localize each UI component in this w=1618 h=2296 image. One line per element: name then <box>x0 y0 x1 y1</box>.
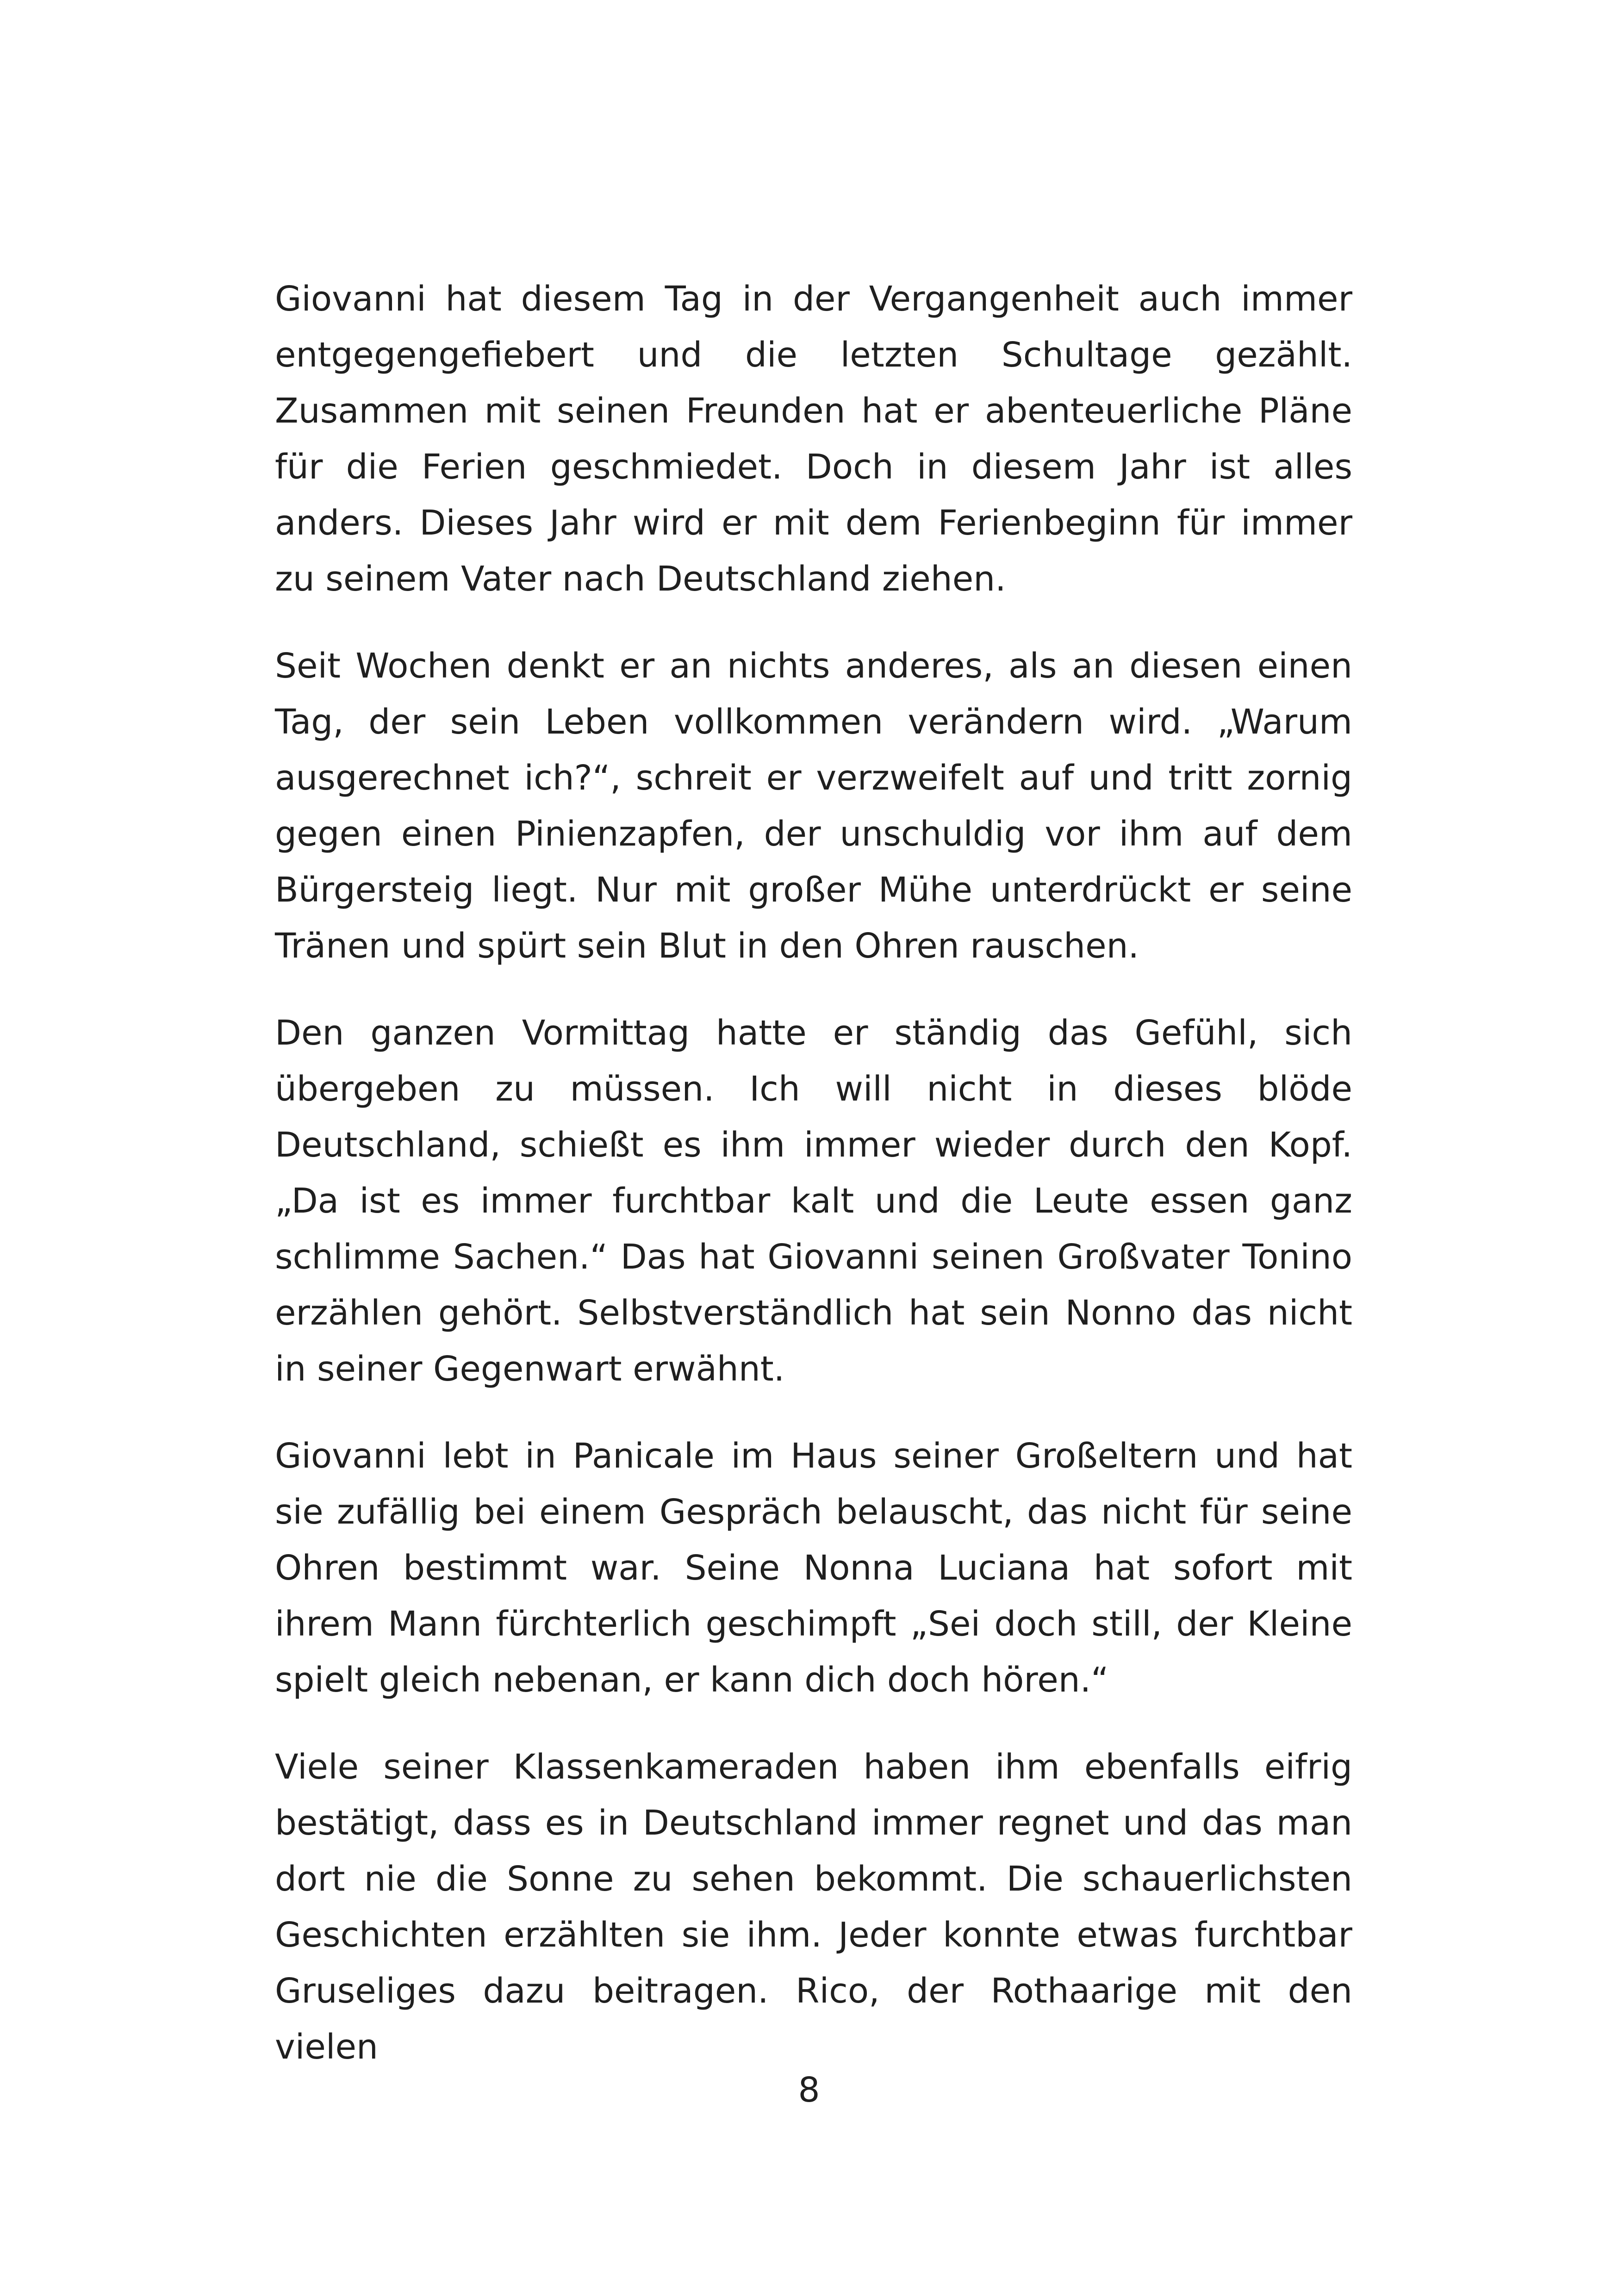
page-number: 8 <box>798 2070 820 2110</box>
paragraph-1: Giovanni hat diesem Tag in der Vergangenheit auch immer entgegengefiebert und die letzten Schultage gezählt. Zusammen mit seinen Freunden hat er abenteuerliche Pläne für die Ferien geschmiedet. Doch in diesem Jahr ist alles anders. Dieses Jahr wird er mit dem Ferienbeginn für immer zu seinem Vater nach Deutschland ziehen. <box>275 279 1352 599</box>
paragraph-5: Viele seiner Klassenkameraden haben ihm ebenfalls eifrig bestätigt, dass es in Deutschland immer regnet und das man dort nie die Sonne zu sehen bekommt. Die schauerlichsten Geschichten erzählten sie ihm. Jeder konnte etwas furchtbar Gruseliges dazu beitragen. Rico, der Rothaarige mit den vielen <box>275 1747 1352 2067</box>
paragraph-2: Seit Wochen denkt er an nichts anderes, als an diesen einen Tag, der sein Leben vollkommen verändern wird. „Warum ausgerechnet ich?“, schreit er verzweifelt auf und tritt zornig gegen einen Pinienzapfen, der unschuldig vor ihm auf dem Bürgersteig liegt. Nur mit großer Mühe unterdrückt er seine Tränen und spürt sein Blut in den Ohren rauschen. <box>275 646 1352 966</box>
paragraph-3: Den ganzen Vormittag hatte er ständig das Gefühl, sich übergeben zu müssen. Ich will nicht in dieses blöde Deutschland, schießt es ihm immer wieder durch den Kopf. „Da ist es immer furchtbar kalt und die Leute essen ganz schlimme Sachen.“ Das hat Giovanni seinen Großvater Tonino erzählen gehört. Selbstverständlich hat sein Nonno das nicht in seiner Gegenwart erwähnt. <box>275 1013 1352 1389</box>
paragraph-4: Giovanni lebt in Panicale im Haus seiner Großeltern und hat sie zufällig bei einem Gespräch belauscht, das nicht für seine Ohren bestimmt war. Seine Nonna Luciana hat sofort mit ihrem Mann fürchterlich geschimpft „Sei doch still, der Kleine spielt gleich nebenan, er kann dich doch hören.“ <box>275 1436 1352 1700</box>
body-text <box>275 271 1352 2075</box>
